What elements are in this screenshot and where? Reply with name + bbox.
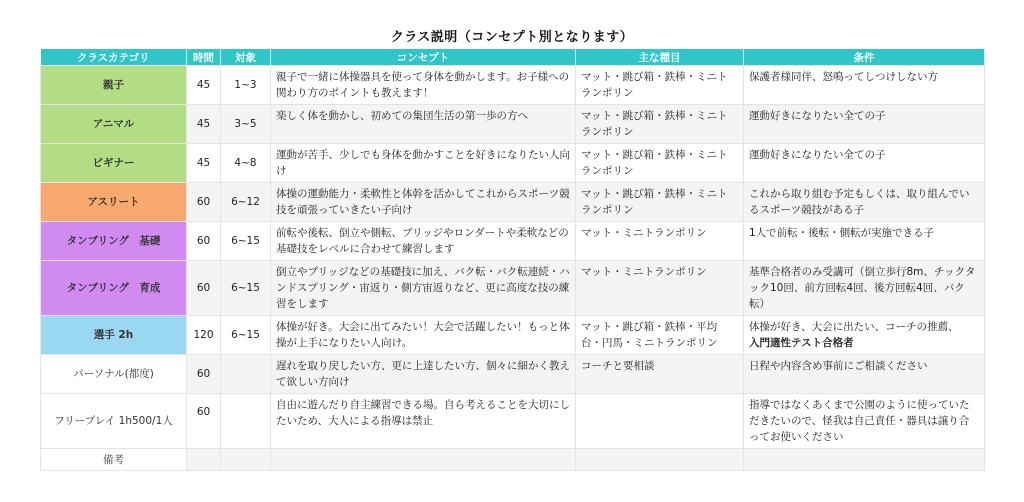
header-time: 時間 — [187, 49, 221, 66]
concept-cell: 体操の運動能力・柔軟性と体幹を活かしてこれからスポーツ競技を頑張っていきたい子向け — [271, 183, 576, 222]
header-events: 主な種目 — [576, 49, 744, 66]
condition-cell: 保護者様同伴、怒鳴ってしつけしない方 — [744, 66, 985, 105]
events-cell: コーチと要相談 — [576, 355, 744, 394]
concept-cell: 運動が苦手、少しでも身体を動かすことを好きになりたい人向け — [271, 144, 576, 183]
target-cell — [221, 449, 271, 471]
time-cell: 60 — [187, 222, 221, 261]
category-cell: 備考 — [41, 449, 187, 471]
table-row — [41, 261, 985, 316]
events-cell: マット・ミニトランポリン — [576, 261, 744, 316]
time-cell: 60 — [187, 394, 221, 449]
condition-cell: 基準合格者のみ受講可（倒立歩行8m、チックタック10回、前方回転4回、後方回転4回、バク転） — [744, 261, 985, 316]
events-cell: マット・跳び箱・鉄棒・ミニトランポリン — [576, 105, 744, 144]
target-cell: 6~15 — [221, 261, 271, 316]
events-cell: マット・跳び箱・鉄棒・ミニトランポリン — [576, 66, 744, 105]
class-table — [40, 49, 985, 471]
category-cell: タンブリング 育成 — [41, 261, 187, 316]
condition-cell: 日程や内容含め事前にご相談ください — [744, 355, 985, 394]
target-cell: 4~8 — [221, 144, 271, 183]
category-cell: アニマル — [41, 105, 187, 144]
category-cell: 親子 — [41, 66, 187, 105]
condition-cell — [744, 449, 985, 471]
table-row — [41, 222, 985, 261]
target-cell: 6~12 — [221, 183, 271, 222]
time-cell: 120 — [187, 316, 221, 355]
time-cell: 60 — [187, 261, 221, 316]
target-cell — [221, 394, 271, 449]
concept-cell: 自由に遊んだり自主練習できる場。自ら考えることを大切にしたいため、大人による指導は禁止 — [271, 394, 576, 449]
events-cell: マット・跳び箱・鉄棒・ミニトランポリン — [576, 183, 744, 222]
target-cell — [221, 355, 271, 394]
table-row — [41, 316, 985, 355]
header-category: クラスカテゴリ — [41, 49, 187, 66]
concept-cell: 楽しく体を動かし、初めての集団生活の第一歩の方へ — [271, 105, 576, 144]
category-cell: 選手 2h — [41, 316, 187, 355]
condition-cell: 1人で前転・後転・側転が実施できる子 — [744, 222, 985, 261]
table-row — [41, 105, 985, 144]
concept-cell: 前転や後転、倒立や側転、ブリッジやロンダートや柔軟などの基礎技をレベルに合わせて練習します — [271, 222, 576, 261]
time-cell: 45 — [187, 105, 221, 144]
table-row — [41, 449, 985, 471]
target-cell: 6~15 — [221, 222, 271, 261]
category-cell: フリープレイ 1h500/1人 — [41, 394, 187, 449]
header-concept: コンセプト — [271, 49, 576, 66]
time-cell: 60 — [187, 355, 221, 394]
target-cell: 6~15 — [221, 316, 271, 355]
condition-cell — [744, 316, 985, 355]
concept-cell: 遅れを取り戻したい方、更に上達したい方、個々に細かく教えて欲しい方向け — [271, 355, 576, 394]
time-cell — [187, 449, 221, 471]
events-cell — [576, 449, 744, 471]
table-row — [41, 394, 985, 449]
events-cell: マット・ミニトランポリン — [576, 222, 744, 261]
header-target: 対象 — [221, 49, 271, 66]
table-row — [41, 355, 985, 394]
target-cell: 1~3 — [221, 66, 271, 105]
condition-cell: これから取り組む予定もしくは、取り組んでいるスポーツ競技がある子 — [744, 183, 985, 222]
table-row — [41, 183, 985, 222]
condition-text: 体操が好き、大会に出たい、コーチの推薦、 — [749, 321, 959, 333]
events-cell: マット・跳び箱・鉄棒・平均台・円馬・ミニトランポリン — [576, 316, 744, 355]
events-cell: マット・跳び箱・鉄棒・ミニトランポリン — [576, 144, 744, 183]
condition-cell: 運動好きになりたい全ての子 — [744, 105, 985, 144]
header-condition: 条件 — [744, 49, 985, 66]
table-row — [41, 144, 985, 183]
concept-cell: 体操が好き。大会に出てみたい！大会で活躍したい！もっと体操が上手になりたい人向け。 — [271, 316, 576, 355]
page-title: クラス説明（コンセプト別となります） — [390, 30, 634, 45]
target-cell: 3~5 — [221, 105, 271, 144]
concept-cell: 倒立やブリッジなどの基礎技に加え、バク転・バク転連続・ハンドスプリング・宙返り・側方宙返りなど、更に高度な技の練習をします — [271, 261, 576, 316]
table-row — [41, 66, 985, 105]
category-cell: アスリート — [41, 183, 187, 222]
condition-cell: 指導ではなくあくまで公園のように使っていただきたいので、怪我は自己責任・器具は譲り合ってお使いください — [744, 394, 985, 449]
time-cell: 60 — [187, 183, 221, 222]
category-cell: パーソナル(都度) — [41, 355, 187, 394]
category-cell: タンブリング 基礎 — [41, 222, 187, 261]
category-cell: ビギナー — [41, 144, 187, 183]
concept-cell: 親子で一緒に体操器具を使って身体を動かします。お子様への関わり方のポイントも教えます！ — [271, 66, 576, 105]
time-cell: 45 — [187, 144, 221, 183]
condition-cell: 運動好きになりたい全ての子 — [744, 144, 985, 183]
condition-bold-text: 入門適性テスト合格者 — [749, 337, 854, 349]
header-row — [41, 49, 985, 66]
events-cell — [576, 394, 744, 449]
time-cell: 45 — [187, 66, 221, 105]
concept-cell — [271, 449, 576, 471]
